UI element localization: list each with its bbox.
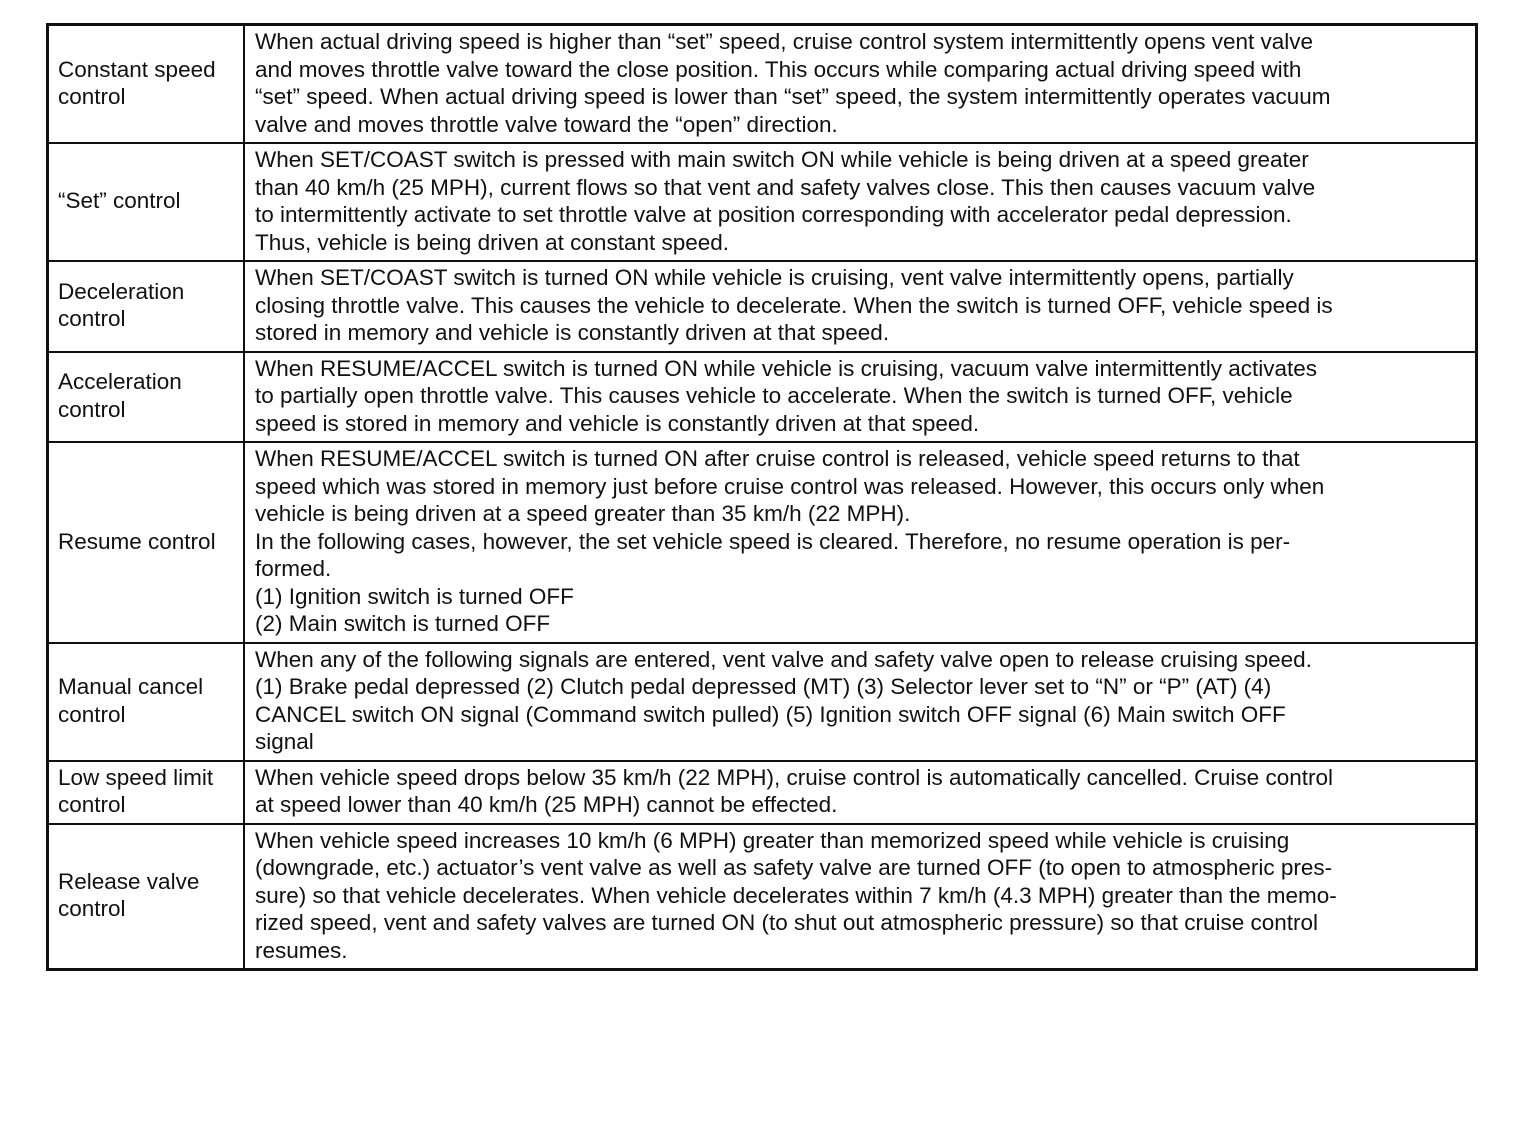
label-line: control [58,896,126,922]
text-line: (1) Ignition switch is turned OFF [255,583,574,609]
row-description [244,261,1477,352]
text-line: When actual driving speed is higher than “set” speed, cruise control system intermittently opens vent valve [255,29,1314,54]
label-line: Constant speed [58,56,216,82]
text-line: When vehicle speed drops below 35 km/h (22 MPH), cruise control is automatically cancelled. Cruise control [255,764,1333,790]
row-description [244,761,1477,824]
text-line: (2) Main switch is turned OFF [255,611,551,636]
text-line: vehicle is being driven at a speed greater than 35 km/h (22 MPH). [255,501,911,526]
row-description [244,143,1477,261]
label-line: control [58,701,126,727]
table-row-set-control [48,143,1477,261]
table-row-resume-control [48,442,1477,643]
cruise-control-function-table [46,23,1478,971]
text-line: at speed lower than 40 km/h (25 MPH) cannot be effected. [255,792,838,817]
text-line: When SET/COAST switch is turned ON while vehicle is cruising, vent valve intermittently opens, partially [255,265,1294,290]
text-line: When vehicle speed increases 10 km/h (6 MPH) greater than memorized speed while vehicle is cruising [255,827,1290,853]
row-description [244,824,1477,970]
text-line: When RESUME/ACCEL switch is turned ON while vehicle is cruising, vacuum valve intermittently activates [255,355,1318,381]
text-line: closing throttle valve. This causes the vehicle to decelerate. When the switch is turned OFF, vehicle speed is [255,292,1333,318]
row-label [48,643,245,761]
row-label [48,261,245,352]
table-row-constant-speed-control [48,25,1477,144]
label-line: control [58,792,126,817]
label-line: Low speed limit [58,764,214,790]
row-description [244,25,1477,144]
text-line: valve and moves throttle valve toward the “open” direction. [255,111,838,137]
table-row-low-speed-limit-control [48,761,1477,824]
label-line: Deceleration [58,278,185,304]
text-line: than 40 km/h (25 MPH), current flows so that vent and safety valves close. This then causes vacuum valve [255,174,1316,200]
text-line: rized speed, vent and safety valves are turned ON (to shut out atmospheric pressure) so that cruise control [255,910,1319,935]
row-description [244,442,1477,643]
text-line: resumes. [255,937,348,963]
row-label [48,143,245,261]
text-line: When SET/COAST switch is pressed with main switch ON while vehicle is being driven at a speed greater [255,147,1309,172]
text-line: to partially open throttle valve. This causes vehicle to accelerate. When the switch is turned OFF, vehicle [255,383,1293,408]
text-line: formed. [255,556,332,581]
text-line: When any of the following signals are entered, vent valve and safety valve open to release cruising speed. [255,646,1312,672]
table-row-manual-cancel-control [48,643,1477,761]
text-line: (1) Brake pedal depressed (2) Clutch pedal depressed (MT) (3) Selector lever set to “N” or “P” (AT) (4) [255,674,1272,699]
label-line: control [58,84,126,109]
row-label [48,824,245,970]
text-line: stored in memory and vehicle is constantly driven at that speed. [255,320,890,345]
text-line: CANCEL switch ON signal (Command switch pulled) (5) Ignition switch OFF signal (6) Main switch OFF [255,701,1286,727]
text-line: signal [255,729,314,754]
text-line: In the following cases, however, the set vehicle speed is cleared. Therefore, no resume operation is per- [255,528,1291,554]
table-row-deceleration-control [48,261,1477,352]
row-description [244,643,1477,761]
text-line: speed which was stored in memory just before cruise control was released. However, this occurs only when [255,473,1325,499]
label-line: “Set” control [58,188,181,214]
text-line: to intermittently activate to set throttle valve at position corresponding with accelerator pedal depression. [255,202,1292,227]
label-line: control [58,396,126,422]
label-line: Acceleration [58,369,182,395]
label-line: control [58,306,126,332]
text-line: (downgrade, etc.) actuator’s vent valve as well as safety valve are turned OFF (to open to atmospheric pres- [255,855,1333,880]
text-line: speed is stored in memory and vehicle is constantly driven at that speed. [255,410,980,436]
table-row-release-valve-control [48,824,1477,970]
text-line: Thus, vehicle is being driven at constant speed. [255,229,730,255]
text-line: sure) so that vehicle decelerates. When vehicle decelerates within 7 km/h (4.3 MPH) greater than the memo- [255,882,1337,908]
label-line: Resume control [58,528,216,554]
text-line: When RESUME/ACCEL switch is turned ON after cruise control is released, vehicle speed returns to that [255,446,1300,471]
table-row-acceleration-control [48,352,1477,443]
row-description [244,352,1477,443]
row-label [48,761,245,824]
label-line: Release valve [58,868,200,894]
row-label [48,442,245,643]
row-label [48,25,245,144]
text-line: and moves throttle valve toward the close position. This occurs while comparing actual driving speed with [255,56,1302,82]
text-line: “set” speed. When actual driving speed is lower than “set” speed, the system intermittently operates vacuum [255,84,1331,109]
label-line: Manual cancel [58,674,204,699]
row-label [48,352,245,443]
